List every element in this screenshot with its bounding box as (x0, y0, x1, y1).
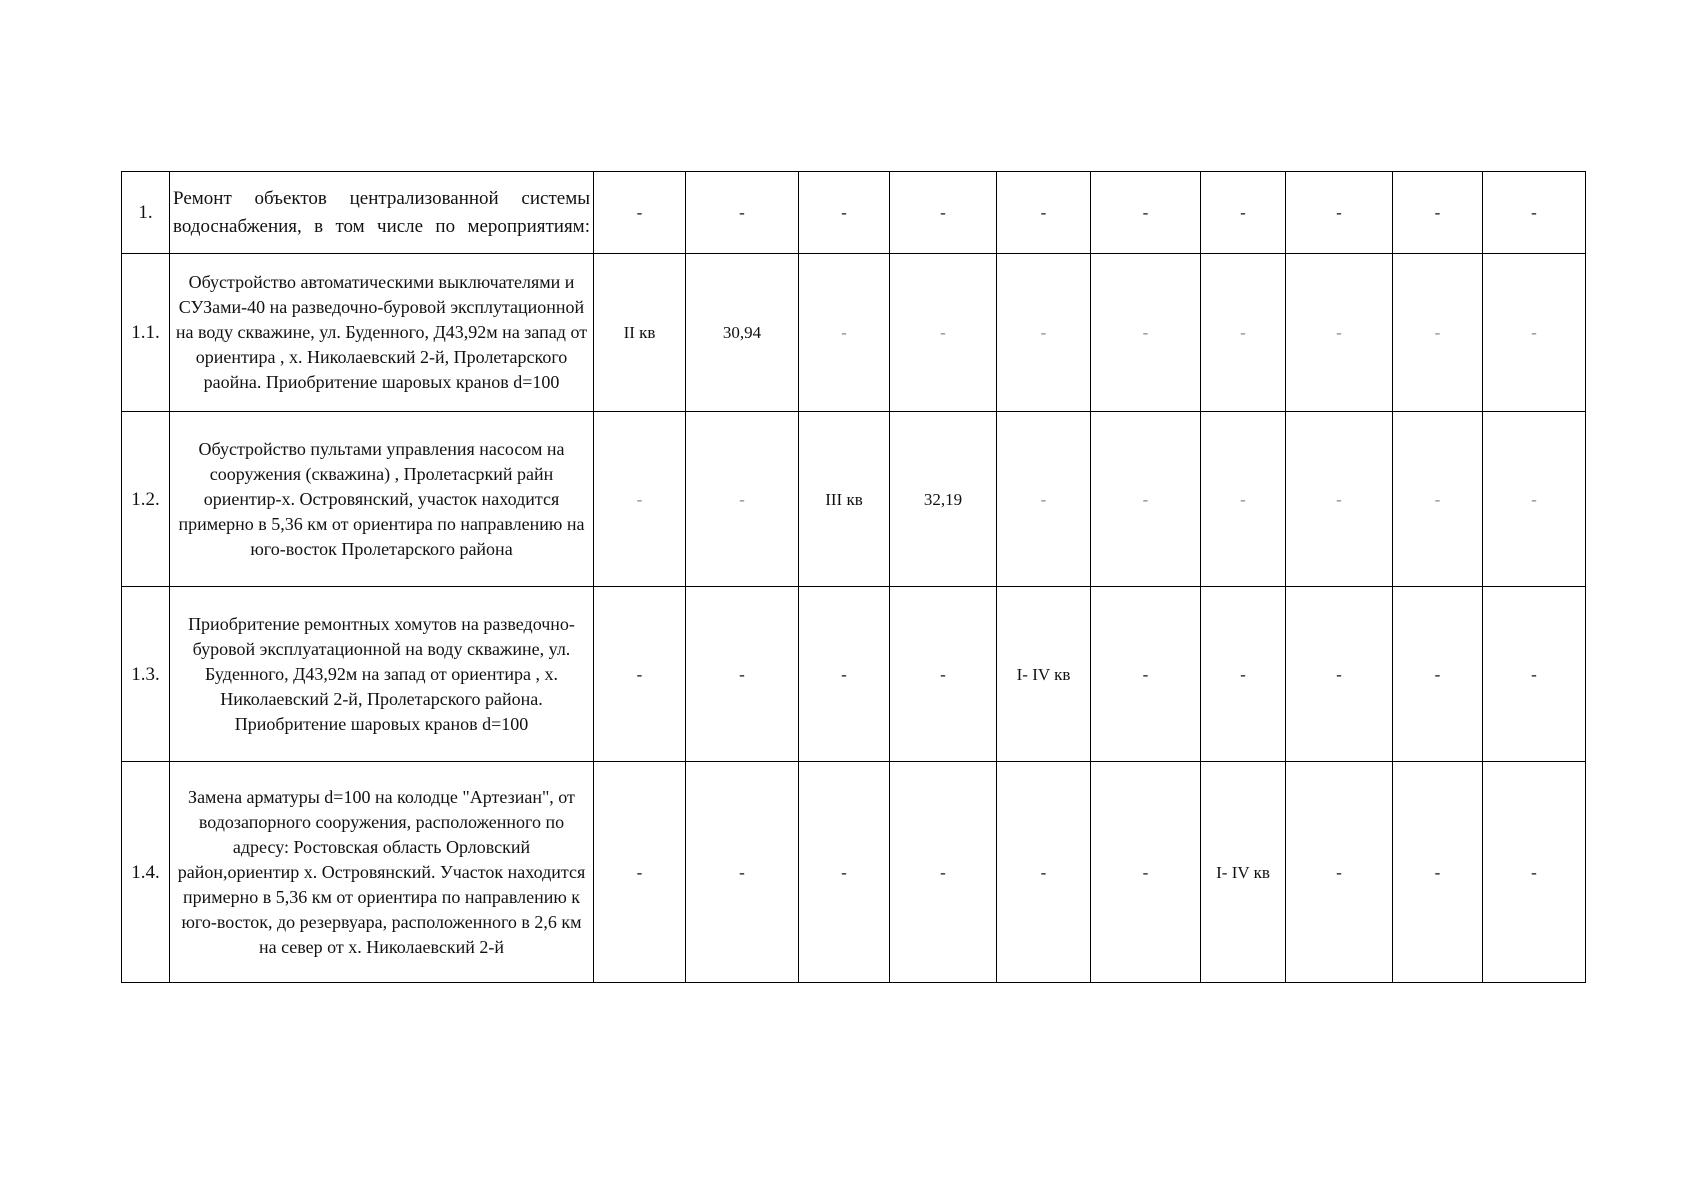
row-number: 1.1. (122, 254, 170, 412)
table-cell: - (997, 172, 1091, 254)
table-cell: - (1483, 412, 1586, 587)
table-cell: - (1286, 587, 1393, 762)
table-cell: - (594, 762, 686, 983)
table-row (122, 412, 1586, 587)
table-cell: - (1091, 254, 1201, 412)
row-number: 1.2. (122, 412, 170, 587)
measures-table (121, 171, 1586, 983)
table-cell: - (890, 587, 997, 762)
table-cell: - (1483, 254, 1586, 412)
table-cell: - (1286, 412, 1393, 587)
table-cell: - (1483, 172, 1586, 254)
row-description: Замена арматуры d=100 на колодце "Артезиан", от водозапорного сооружения, расположенного по адресу: Ростовская область Орловский район,ориентир х. Островянский. Участок находится примерно в 5,36 км от ориентира по направлению к юго-восток, до резервуара, расположенного в 2,6 км на север от х. Николаевский 2-й (170, 762, 594, 983)
row-number: 1.3. (122, 587, 170, 762)
table-cell: - (1091, 412, 1201, 587)
row-number: 1.4. (122, 762, 170, 983)
table-cell: - (799, 172, 890, 254)
table-cell: - (1286, 254, 1393, 412)
table-cell: - (1201, 412, 1286, 587)
table-cell: - (686, 587, 799, 762)
table-cell: - (1393, 172, 1483, 254)
table-cell: - (799, 254, 890, 412)
table-cell: - (1286, 762, 1393, 983)
table-cell: - (1393, 412, 1483, 587)
table-cell: - (1091, 172, 1201, 254)
table-cell: - (686, 172, 799, 254)
row-number: 1. (122, 172, 170, 254)
table-cell: - (1393, 587, 1483, 762)
row-description: Ремонт объектов централизованной системы водоснабжения, в том числе по мероприятиям: (170, 172, 594, 254)
table-cell: - (890, 254, 997, 412)
table-cell: - (1393, 254, 1483, 412)
table-cell: - (686, 412, 799, 587)
table-cell: - (997, 412, 1091, 587)
table-cell: - (594, 172, 686, 254)
table-row (122, 762, 1586, 983)
table-cell: - (1483, 587, 1586, 762)
table-cell: - (594, 412, 686, 587)
table-cell: III кв (799, 412, 890, 587)
table-cell: - (1091, 587, 1201, 762)
table-cell: - (997, 762, 1091, 983)
table-row (122, 254, 1586, 412)
row-description: Обустройство автоматическими выключателями и СУЗами-40 на разведочно-буровой эксплутационной на воду скважине, ул. Буденного, Д43,92м на запад от ориентира , х. Николаевский 2-й, Пролетарского раойна. Приобритение шаровых кранов d=100 (170, 254, 594, 412)
table-cell: I- IV кв (997, 587, 1091, 762)
table-cell: 32,19 (890, 412, 997, 587)
table-cell: - (1091, 762, 1201, 983)
table-cell: - (1201, 172, 1286, 254)
table-cell: - (799, 587, 890, 762)
table-cell: - (799, 762, 890, 983)
table-cell: 30,94 (686, 254, 799, 412)
table-row (122, 587, 1586, 762)
table-row (122, 172, 1586, 254)
table-cell: - (1483, 762, 1586, 983)
table-cell: I- IV кв (1201, 762, 1286, 983)
table-cell: II кв (594, 254, 686, 412)
table-cell: - (890, 762, 997, 983)
table-cell: - (1286, 172, 1393, 254)
table-cell: - (1201, 587, 1286, 762)
table-cell: - (594, 587, 686, 762)
table-cell: - (997, 254, 1091, 412)
table-cell: - (890, 172, 997, 254)
table-cell: - (1201, 254, 1286, 412)
row-description: Обустройство пультами управления насосом на сооружения (скважина) , Пролетасркий райн ориентир-х. Островянский, участок находится примерно в 5,36 км от ориентира по направлению на юго-восток Пролетарского района (170, 412, 594, 587)
table-cell: - (686, 762, 799, 983)
row-description: Приобритение ремонтных хомутов на разведочно-буровой эксплуатационной на воду скважине, ул. Буденного, Д43,92м на запад от ориентира , х. Николаевский 2-й, Пролетарского района. Приобритение шаровых кранов d=100 (170, 587, 594, 762)
table-cell: - (1393, 762, 1483, 983)
